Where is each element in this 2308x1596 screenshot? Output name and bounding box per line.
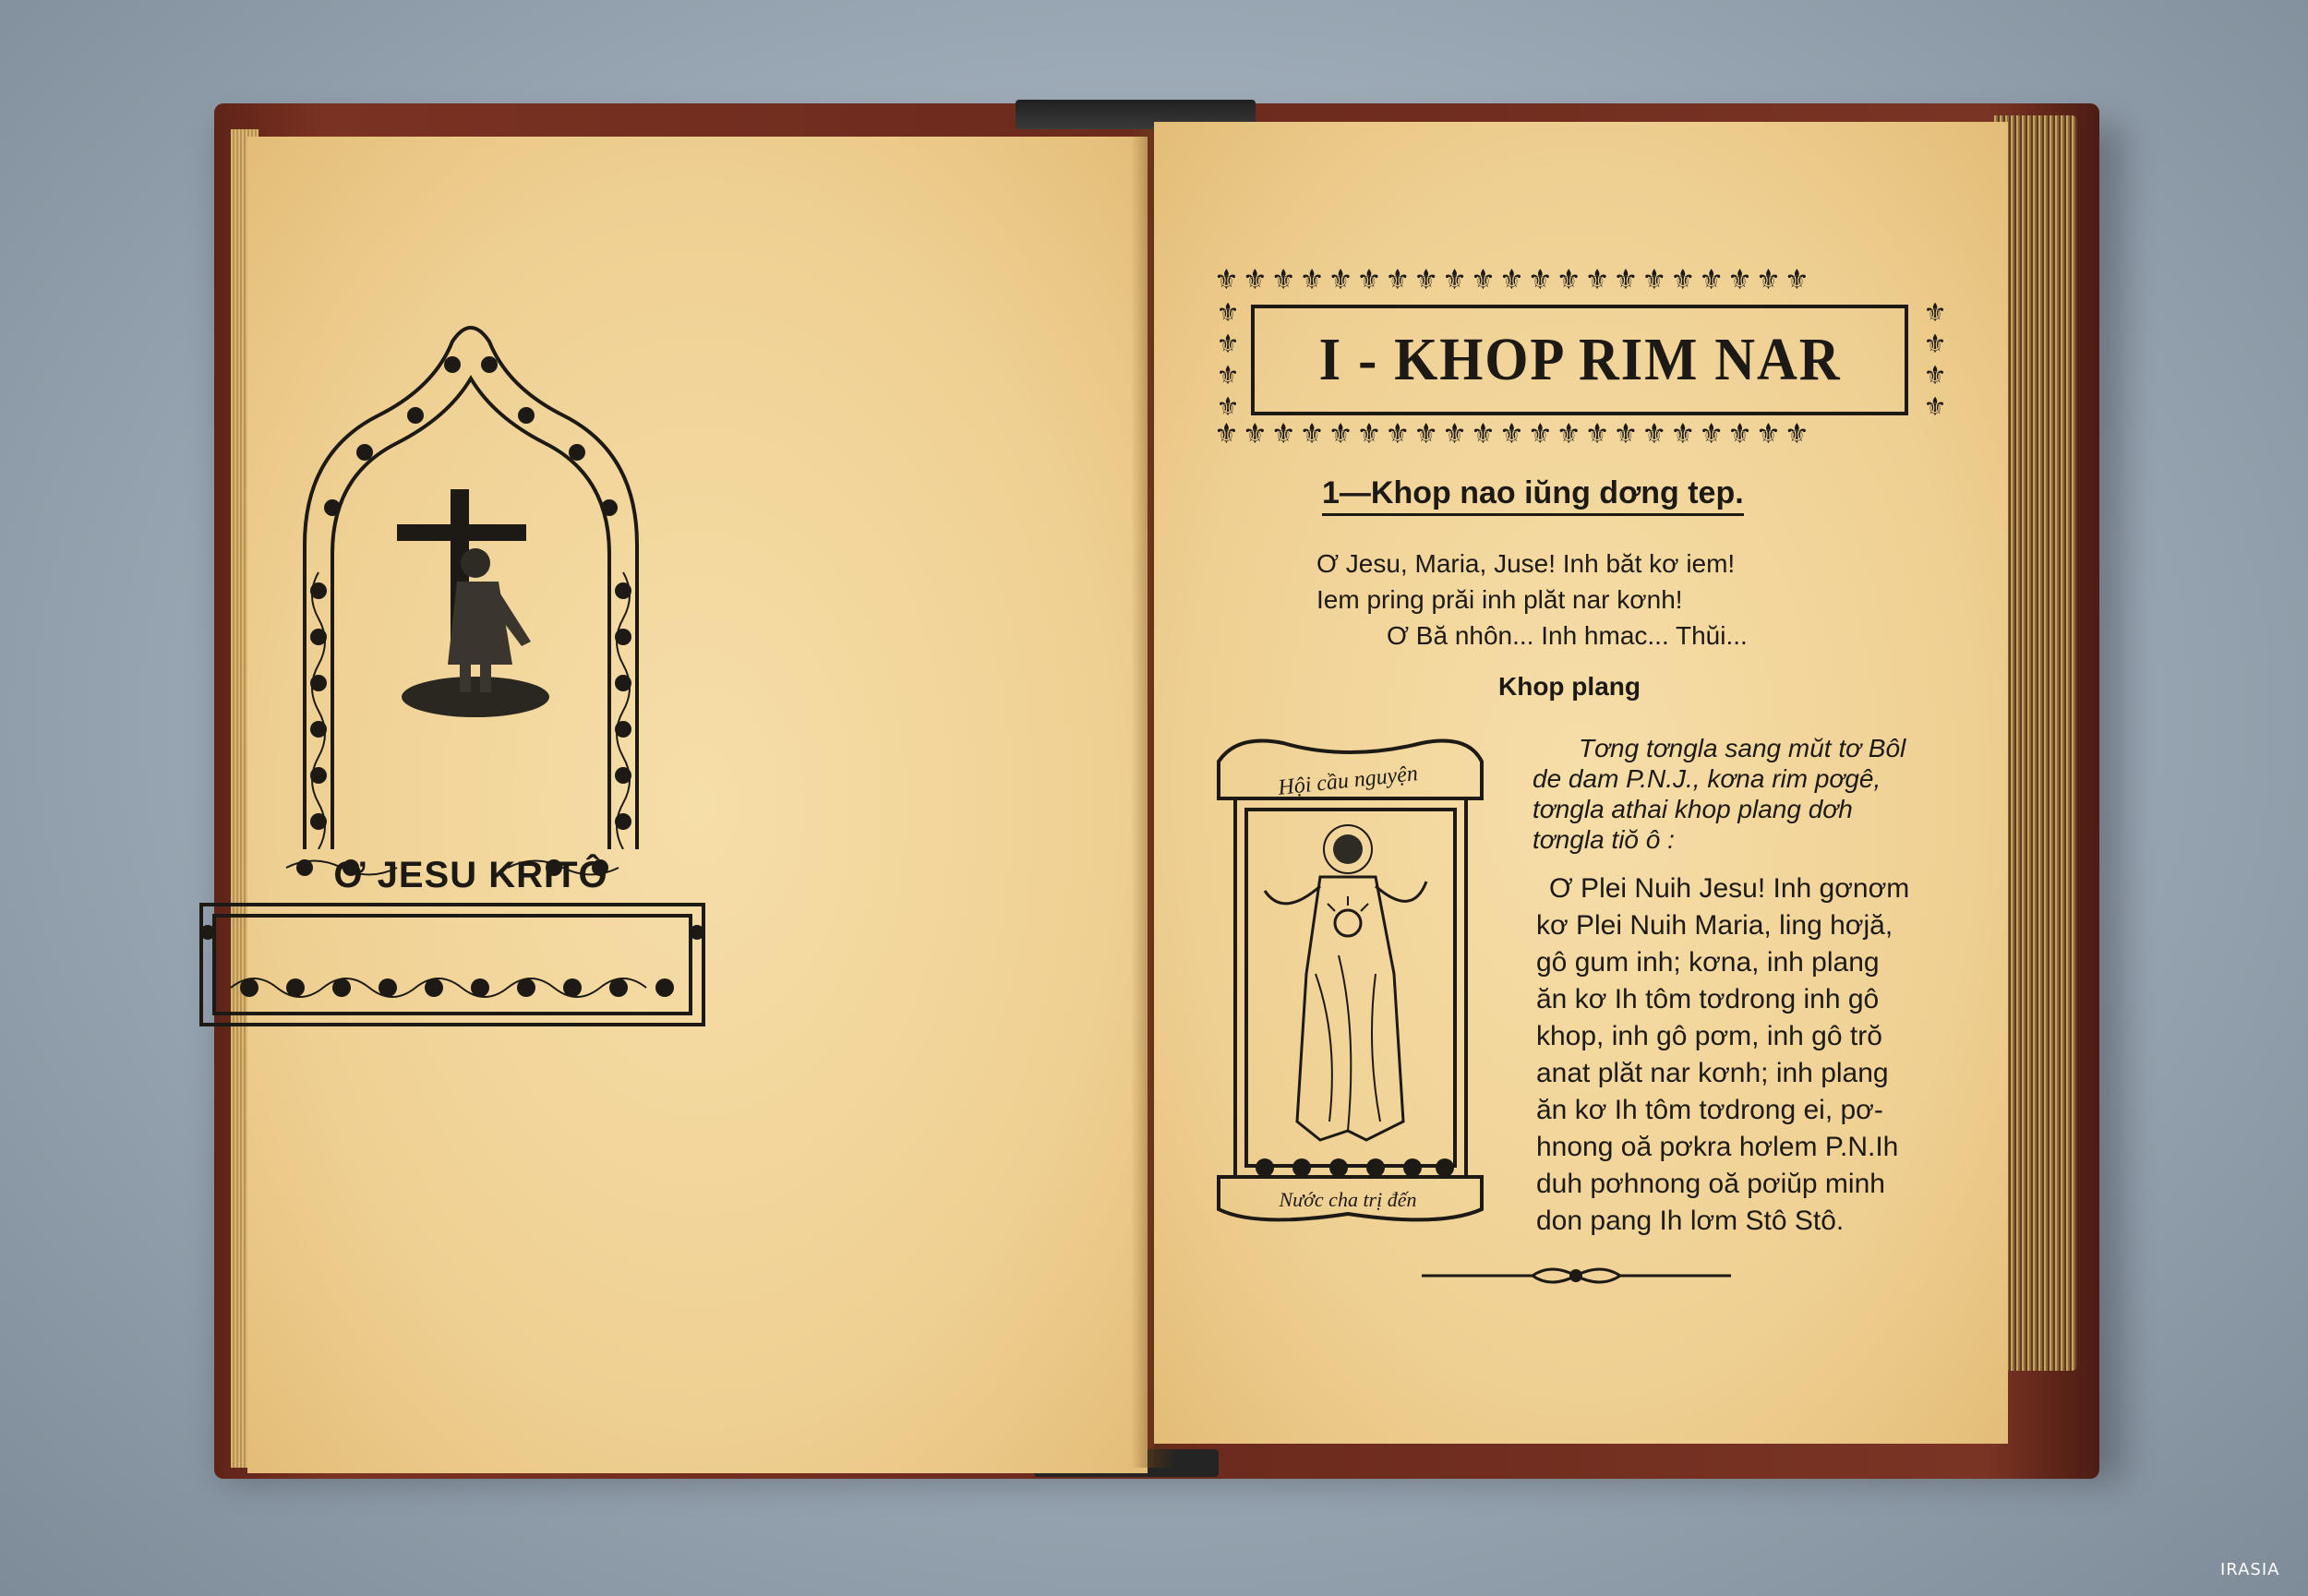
chapter-title: I - KHOP RIM NAR bbox=[1318, 326, 1841, 393]
instruction-line-3: tơngla athai khop plang dơh bbox=[1533, 795, 1853, 823]
prayer-line-7: ăn kơ Ih tôm tơdrong ei, pơ- bbox=[1536, 1095, 1883, 1125]
verse-line-2: Iem pring prăi inh plăt nar kơnh! bbox=[1316, 585, 1683, 614]
prayer-line-1: Ơ Plei Nuih Jesu! Inh gơnơm bbox=[1549, 873, 1910, 904]
illustration-bottom-label: Nước cha trị đến bbox=[1279, 1188, 1417, 1211]
ornament-border-top: ⚜⚜⚜⚜⚜⚜⚜⚜⚜⚜⚜⚜⚜⚜⚜⚜⚜⚜⚜⚜⚜ bbox=[1214, 264, 1813, 296]
sacred-heart-illustration bbox=[1209, 734, 1491, 1228]
tailpiece-ornament bbox=[1422, 1260, 1731, 1291]
prayer-line-6: anat plăt nar kơnh; inh plang bbox=[1536, 1058, 1889, 1088]
prayer-line-3: gô gum inh; kơna, inh plang bbox=[1536, 947, 1880, 978]
subheading: Khop plang bbox=[1498, 672, 1641, 701]
illustration-top-label: Hội cầu nguyện bbox=[1277, 762, 1420, 800]
instruction-line-4: tơngla tiŏ ô : bbox=[1533, 825, 1675, 854]
prayer-line-9: duh pơhnong oă pơiŭp minh bbox=[1536, 1169, 1885, 1199]
prayer-line-8: hnong oă pơkra hơlem P.N.Ih bbox=[1536, 1132, 1899, 1162]
left-page-caption: Ơ JESU KRITÔ bbox=[333, 855, 608, 895]
prayer-line-4: ăn kơ Ih tôm tơdrong inh gô bbox=[1536, 984, 1880, 1014]
prayer-line-5: khop, inh gô pơm, inh gô trŏ bbox=[1536, 1021, 1882, 1051]
ornament-border-left: ⚜ ⚜ ⚜ ⚜ bbox=[1216, 297, 1240, 422]
instruction-line-2: de dam P.N.J., kơna rim pơgê, bbox=[1533, 764, 1881, 793]
verse-line-1: Ơ Jesu, Maria, Juse! Inh băt kơ iem! bbox=[1316, 549, 1736, 578]
instruction-line-1: Tơng tơngla sang mŭt tơ Bôl bbox=[1579, 734, 1906, 762]
child-with-cross-icon bbox=[388, 489, 554, 729]
ornament-border-bottom: ⚜⚜⚜⚜⚜⚜⚜⚜⚜⚜⚜⚜⚜⚜⚜⚜⚜⚜⚜⚜⚜ bbox=[1214, 418, 1813, 450]
ornament-border-right: ⚜ ⚜ ⚜ ⚜ bbox=[1923, 297, 1947, 422]
chapter-title-box bbox=[1251, 305, 1908, 415]
prayer-line-2: kơ Plei Nuih Maria, ling hơjă, bbox=[1536, 910, 1893, 941]
verse-line-3: Ơ Bă nhôn... Inh hmac... Thŭi... bbox=[1387, 621, 1748, 650]
prayer-line-10: don pang Ih lơm Stô Stô. bbox=[1536, 1206, 1845, 1236]
section-title: 1—Khop nao iŭng dơng tep. bbox=[1322, 475, 1744, 516]
watermark: IRASIA bbox=[2220, 1560, 2280, 1579]
